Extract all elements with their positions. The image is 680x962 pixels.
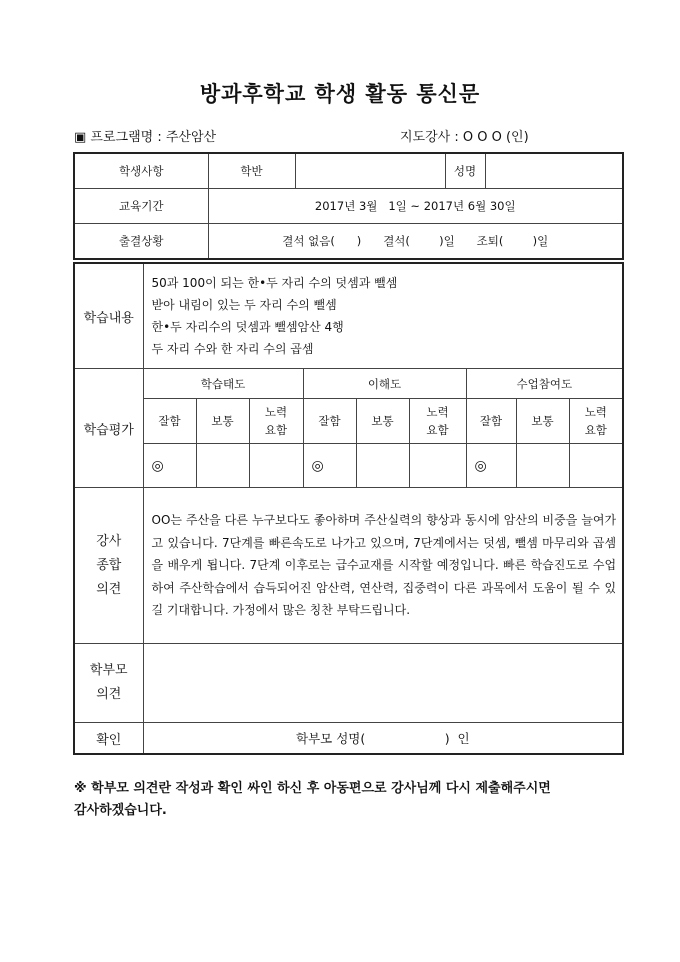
teacher-name: 지도강사 : O O O (인) (400, 130, 529, 145)
parent-opinion-field[interactable] (143, 644, 623, 723)
program-name: ▣ 프로그램명 : 주산암산 (74, 130, 217, 145)
level-effort: 노력 요함 (569, 399, 623, 444)
submission-note: ※ 학부모 의견란 작성과 확인 싸인 하신 후 아동편으로 강사님께 다시 제출해주시면 감사하겠습니다. (74, 781, 551, 818)
opinion-label: 강사 종합 의견 (74, 488, 143, 644)
mark-cell (569, 444, 623, 488)
content-line: 50과 100이 되는 한•두 자리 수의 덧셈과 뺄셈 (151, 276, 398, 290)
parent-signature: 학부모 성명( ) 인 (143, 723, 623, 755)
level-normal: 보통 (196, 399, 249, 444)
content-line: 두 자리 수와 한 자리 수의 곱셈 (151, 342, 314, 356)
name-label: 성명 (445, 153, 485, 189)
content-label: 학습내용 (74, 263, 143, 369)
learning-table (73, 262, 624, 755)
mark-cell: ◎ (143, 444, 196, 488)
confirm-label: 확인 (74, 723, 143, 755)
opinion-row (74, 488, 623, 644)
confirm-row (74, 723, 623, 755)
mark-cell (196, 444, 249, 488)
period-row (74, 189, 623, 224)
period-value: 2017년 3월 1일 ~ 2017년 6월 30일 (208, 189, 623, 224)
level-good: 잘함 (466, 399, 516, 444)
student-info-table (73, 152, 624, 260)
class-label: 학반 (208, 153, 295, 189)
level-effort: 노력 요함 (249, 399, 303, 444)
attendance-label: 출결상황 (74, 224, 208, 260)
student-label: 학생사항 (74, 153, 208, 189)
eval-mark-row (74, 444, 623, 488)
level-effort: 노력 요함 (409, 399, 466, 444)
category-participation: 수업참여도 (466, 369, 623, 399)
level-normal: 보통 (516, 399, 569, 444)
attendance-row (74, 224, 623, 260)
parent-row (74, 644, 623, 723)
category-attitude: 학습태도 (143, 369, 303, 399)
parent-label: 학부모 의견 (74, 644, 143, 723)
page-title: 방과후학교 학생 활동 통신문 (199, 82, 481, 106)
attendance-value: 결석 없음( ) 결석( )일 조퇴( )일 (208, 224, 623, 260)
eval-label: 학습평가 (74, 369, 143, 488)
level-good: 잘함 (143, 399, 196, 444)
opinion-text: OO는 주산을 다른 누구보다도 좋아하며 주산실력의 향상과 동시에 암산의 비중을 늘여가고 있습니다. 7단계를 빠른속도로 나가고 있으며, 7단계에서는 덧셈, 뺄셈 마무리와 곱셈을 배우게 됩니다. 7단계 이후로는 급수교재를 시작할 예정입니다. 빠른 학습진도로 수업하여 주산학습에서 습득되어진 암산력, 연산력, 집중력이 다른 과목에서 도움이 될 수 있길 기대합니다. 가정에서 많은 칭찬 부탁드립니다. (143, 488, 623, 644)
level-good: 잘함 (303, 399, 356, 444)
period-label: 교육기간 (74, 189, 208, 224)
content-cell (143, 263, 623, 369)
mark-cell (516, 444, 569, 488)
mark-cell: ◎ (466, 444, 516, 488)
content-line: 받아 내림이 있는 두 자리 수의 뺄셈 (151, 298, 337, 312)
mark-cell (249, 444, 303, 488)
mark-cell (409, 444, 466, 488)
eval-category-row (74, 369, 623, 399)
name-value (485, 153, 623, 189)
class-value (295, 153, 445, 189)
student-row (74, 153, 623, 189)
category-understanding: 이해도 (303, 369, 466, 399)
content-row (74, 263, 623, 369)
content-line: 한•두 자리수의 덧셈과 뺄셈암산 4행 (151, 320, 344, 334)
eval-level-row (74, 399, 623, 444)
mark-cell: ◎ (303, 444, 356, 488)
mark-cell (356, 444, 409, 488)
level-normal: 보통 (356, 399, 409, 444)
